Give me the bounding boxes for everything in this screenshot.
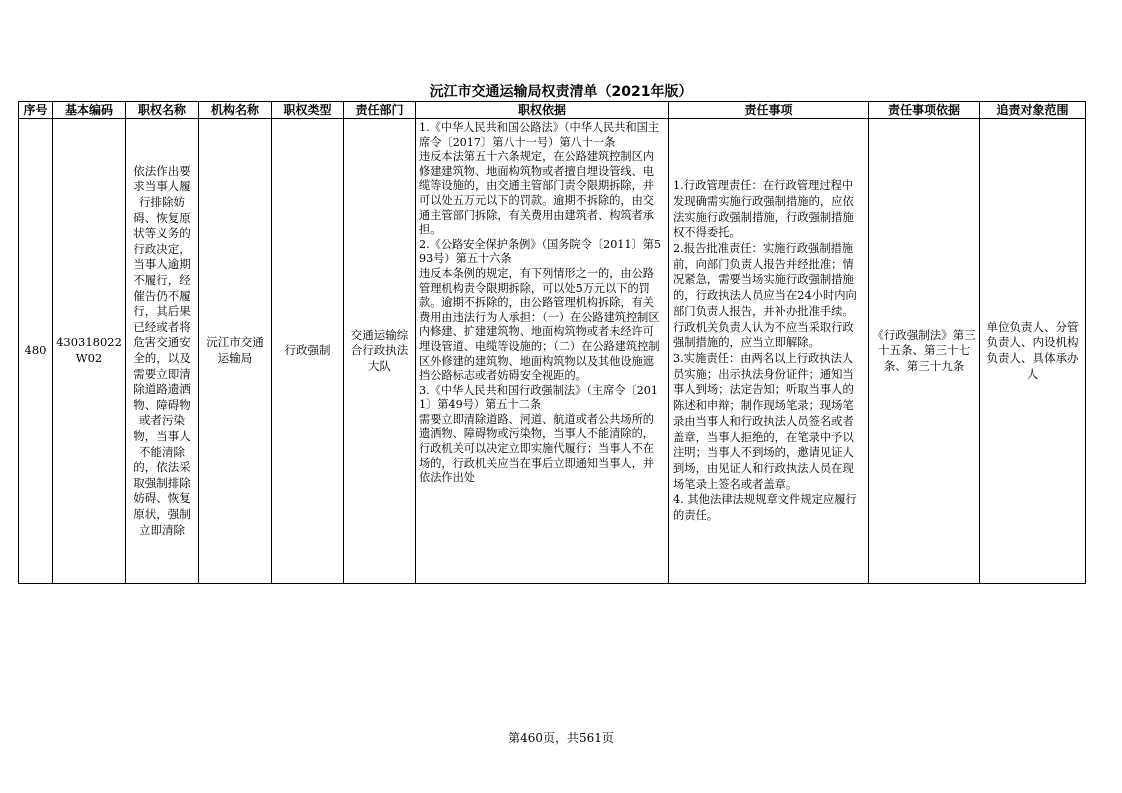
cell-responsibilities — [669, 119, 869, 584]
cell-power-name: 依法作出要求当事人履行排除妨碍、恢复原状等义务的行政决定，当事人逾期不履行，经催告仍不履行，其后果已经或者将危害交通安全的，以及需要立即清除道路遗洒物、障碍物或者污染物，当事人不能清除的，依法采取强制排除妨碍、恢复原状，强制立即清除 — [126, 119, 199, 584]
col-header-responsibilities: 责任事项 — [669, 102, 869, 119]
page-title: 沅江市交通运输局权责清单（2021年版） — [429, 84, 693, 100]
col-header-basis: 职权依据 — [416, 102, 669, 119]
col-header-accountability: 追责对象范围 — [980, 102, 1086, 119]
cell-seq: 480 — [19, 119, 53, 584]
cell-basis — [416, 119, 669, 584]
basis-text-3: 需要立即清除道路、河道、航道或者公共场所的遗洒物、障碍物或污染物，当事人不能清除的，行政机关可以决定立即实施代履行；当事人不在场的，行政机关应当在事后立即通知当事人，并依法作出处 — [419, 412, 654, 485]
cell-power-type: 行政强制 — [272, 119, 344, 584]
col-header-power-type: 职权类型 — [272, 102, 344, 119]
cell-org-name: 沅江市交通运输局 — [199, 119, 272, 584]
responsibility-item-3: 3.实施责任：由两名以上行政执法人员实施；出示执法身份证件；通知当事人到场；法定告知；听取当事人的陈述和申辩；制作现场笔录；现场笔录由当事人和行政执法人员签名或者盖章，当事人拒绝的，在笔录中予以注明；当事人不到场的，邀请见证人到场，由见证人和行政执法人员在现场笔录上签名或者盖章。 — [673, 352, 854, 491]
responsibility-item-1: 1.行政管理责任：在行政管理过程中发现确需实施行政强制措施的，应依法实施行政强制措施，行政强制措施权不得委托。 — [673, 179, 854, 240]
page-number: 第460页，共561页 — [508, 731, 614, 745]
col-header-power-name: 职权名称 — [126, 102, 199, 119]
col-header-department: 责任部门 — [344, 102, 416, 119]
power-list-table — [18, 101, 1086, 584]
basis-text-2: 违反本条例的规定，有下列情形之一的，由公路管理机构责令限期拆除，可以处5万元以下的罚款。逾期不拆除的，由公路管理机构拆除，有关费用由违法行为人承担：（一）在公路建筑控制区内修建、扩建建筑物、地面构筑物或者未经许可埋设管道、电缆等设施的；（二）在公路建筑控制区外修建的建筑物、地面构筑物以及其他设施遮挡公路标志或者妨碍安全视距的。 — [419, 266, 660, 383]
cell-accountability: 单位负责人、分管负责人、内设机构负责人、具体承办人 — [980, 119, 1086, 584]
responsibility-item-4: 4. 其他法律法规规章文件规定应履行的责任。 — [673, 493, 857, 523]
cell-code: 430318022W02 — [53, 119, 126, 584]
basis-citation-3: 3.《中华人民共和国行政强制法》（主席令〔2011〕第49号）第五十二条 — [419, 383, 658, 412]
table-row — [19, 119, 1086, 584]
col-header-seq: 序号 — [19, 102, 53, 119]
basis-citation-2: 2.《公路安全保护条例》（国务院令〔2011〕第593号）第五十六条 — [419, 237, 662, 266]
col-header-resp-basis: 责任事项依据 — [869, 102, 980, 119]
cell-department: 交通运输综合行政执法大队 — [344, 119, 416, 584]
responsibility-item-2: 2.报告批准责任：实施行政强制措施前，向部门负责人报告并经批准；情况紧急，需要当场实施行政强制措施的，行政执法人员应当在24小时内向部门负责人报告，并补办批准手续。行政机关负责人认为不应当采取行政强制措施的，应当立即解除。 — [673, 242, 857, 350]
col-header-code: 基本编码 — [53, 102, 126, 119]
header-row — [19, 102, 1086, 119]
col-header-org-name: 机构名称 — [199, 102, 272, 119]
cell-resp-basis: 《行政强制法》第三十五条、第三十七条、第三十九条 — [869, 119, 980, 584]
basis-citation-1: 1.《中华人民共和国公路法》（中华人民共和国主席令〔2017〕第八十一号）第八十一条 — [419, 121, 660, 149]
basis-text-1: 违反本法第五十六条规定，在公路建筑控制区内修建建筑物、地面构筑物或者擅自埋设管线、电缆等设施的，由交通主管部门责令限期拆除，并可以处五万元以下的罚款。逾期不拆除的，由交通主管部门拆除，有关费用由建筑者、构筑者承担。 — [419, 150, 654, 237]
